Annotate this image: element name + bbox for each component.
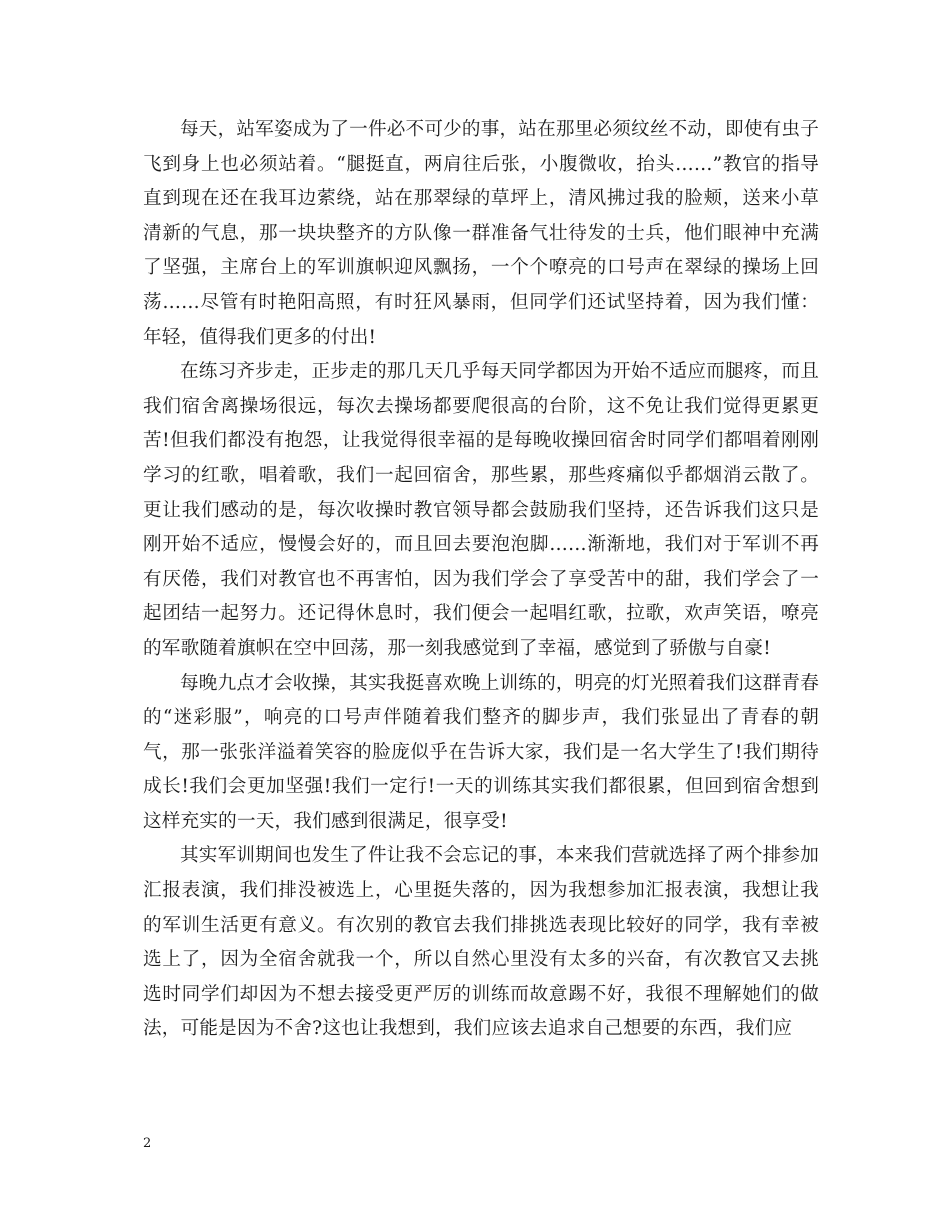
paragraph-standing-at-attention: 每天，站军姿成为了一件必不可少的事，站在那里必须纹丝不动，即使有虫子飞到身上也必须站着。“腿挺直，两肩往后张，小腹微收，抬头……”教官的指导直到现在还在我耳边萦绕，站在那翠绿的草坪上，清风拂过我的脸颊，送来小草清新的气息，那一块块整齐的方队像一群准备气壮待发的士兵，他们眼神中充满了坚强，主席台上的军训旗帜迎风飘扬，一个个嘹亮的口号声在翠绿的操场上回荡……尽管有时艳阳高照，有时狂风暴雨，但同学们还试坚持着，因为我们懂：年轻，值得我们更多的付出! bbox=[143, 119, 819, 348]
paragraph-report-performance: 其实军训期间也发生了件让我不会忘记的事，本来我们营就选择了两个排参加汇报表演，我们排没被选上，心里挺失落的，因为我想参加汇报表演，我想让我的军训生活更有意义。有次别的教官去我们排挑选表现比较好的同学，我有幸被选上了，因为全宿舍就我一个，所以自然心里没有太多的兴奋，有次教官又去挑选时同学们却因为不想去接受更严厉的训练而故意踢不好，我很不理解她们的做法，可能是因为不舍?这也让我想到，我们应该去追求自己想要的东西，我们应 bbox=[143, 845, 819, 1040]
paragraph-evening-training: 每晚九点才会收操，其实我挺喜欢晚上训练的，明亮的灯光照着我们这群青春的“迷彩服”，响亮的口号声伴随着我们整齐的脚步声，我们张显出了青春的朝气，那一张张洋溢着笑容的脸庞似乎在告诉大家，我们是一名大学生了!我们期待成长!我们会更加坚强!我们一定行!一天的训练其实我们都很累，但回到宿舍想到这样充实的一天，我们感到很满足，很享受! bbox=[143, 672, 819, 832]
document-body bbox=[143, 113, 819, 1047]
page-number: 2 bbox=[143, 1136, 152, 1151]
paragraph-marching-practice: 在练习齐步走，正步走的那几天几乎每天同学都因为开始不适应而腿疼，而且我们宿舍离操场很远，每次去操场都要爬很高的台阶，这不免让我们觉得更累更苦!但我们都没有抱怨，让我觉得很幸福的是每晚收操回宿舍时同学们都唱着刚刚学习的红歌，唱着歌，我们一起回宿舍，那些累，那些疼痛似乎都烟消云散了。更让我们感动的是，每次收操时教官领导都会鼓励我们坚持，还告诉我们这只是刚开始不适应，慢慢会好的，而且回去要泡泡脚……渐渐地，我们对于军训不再有厌倦，我们对教官也不再害怕，因为我们学会了享受苦中的甜，我们学会了一起团结一起努力。还记得休息时，我们便会一起唱红歌，拉歌，欢声笑语，嘹亮的军歌随着旗帜在空中回荡，那一刻我感觉到了幸福，感觉到了骄傲与自豪! bbox=[143, 361, 819, 659]
